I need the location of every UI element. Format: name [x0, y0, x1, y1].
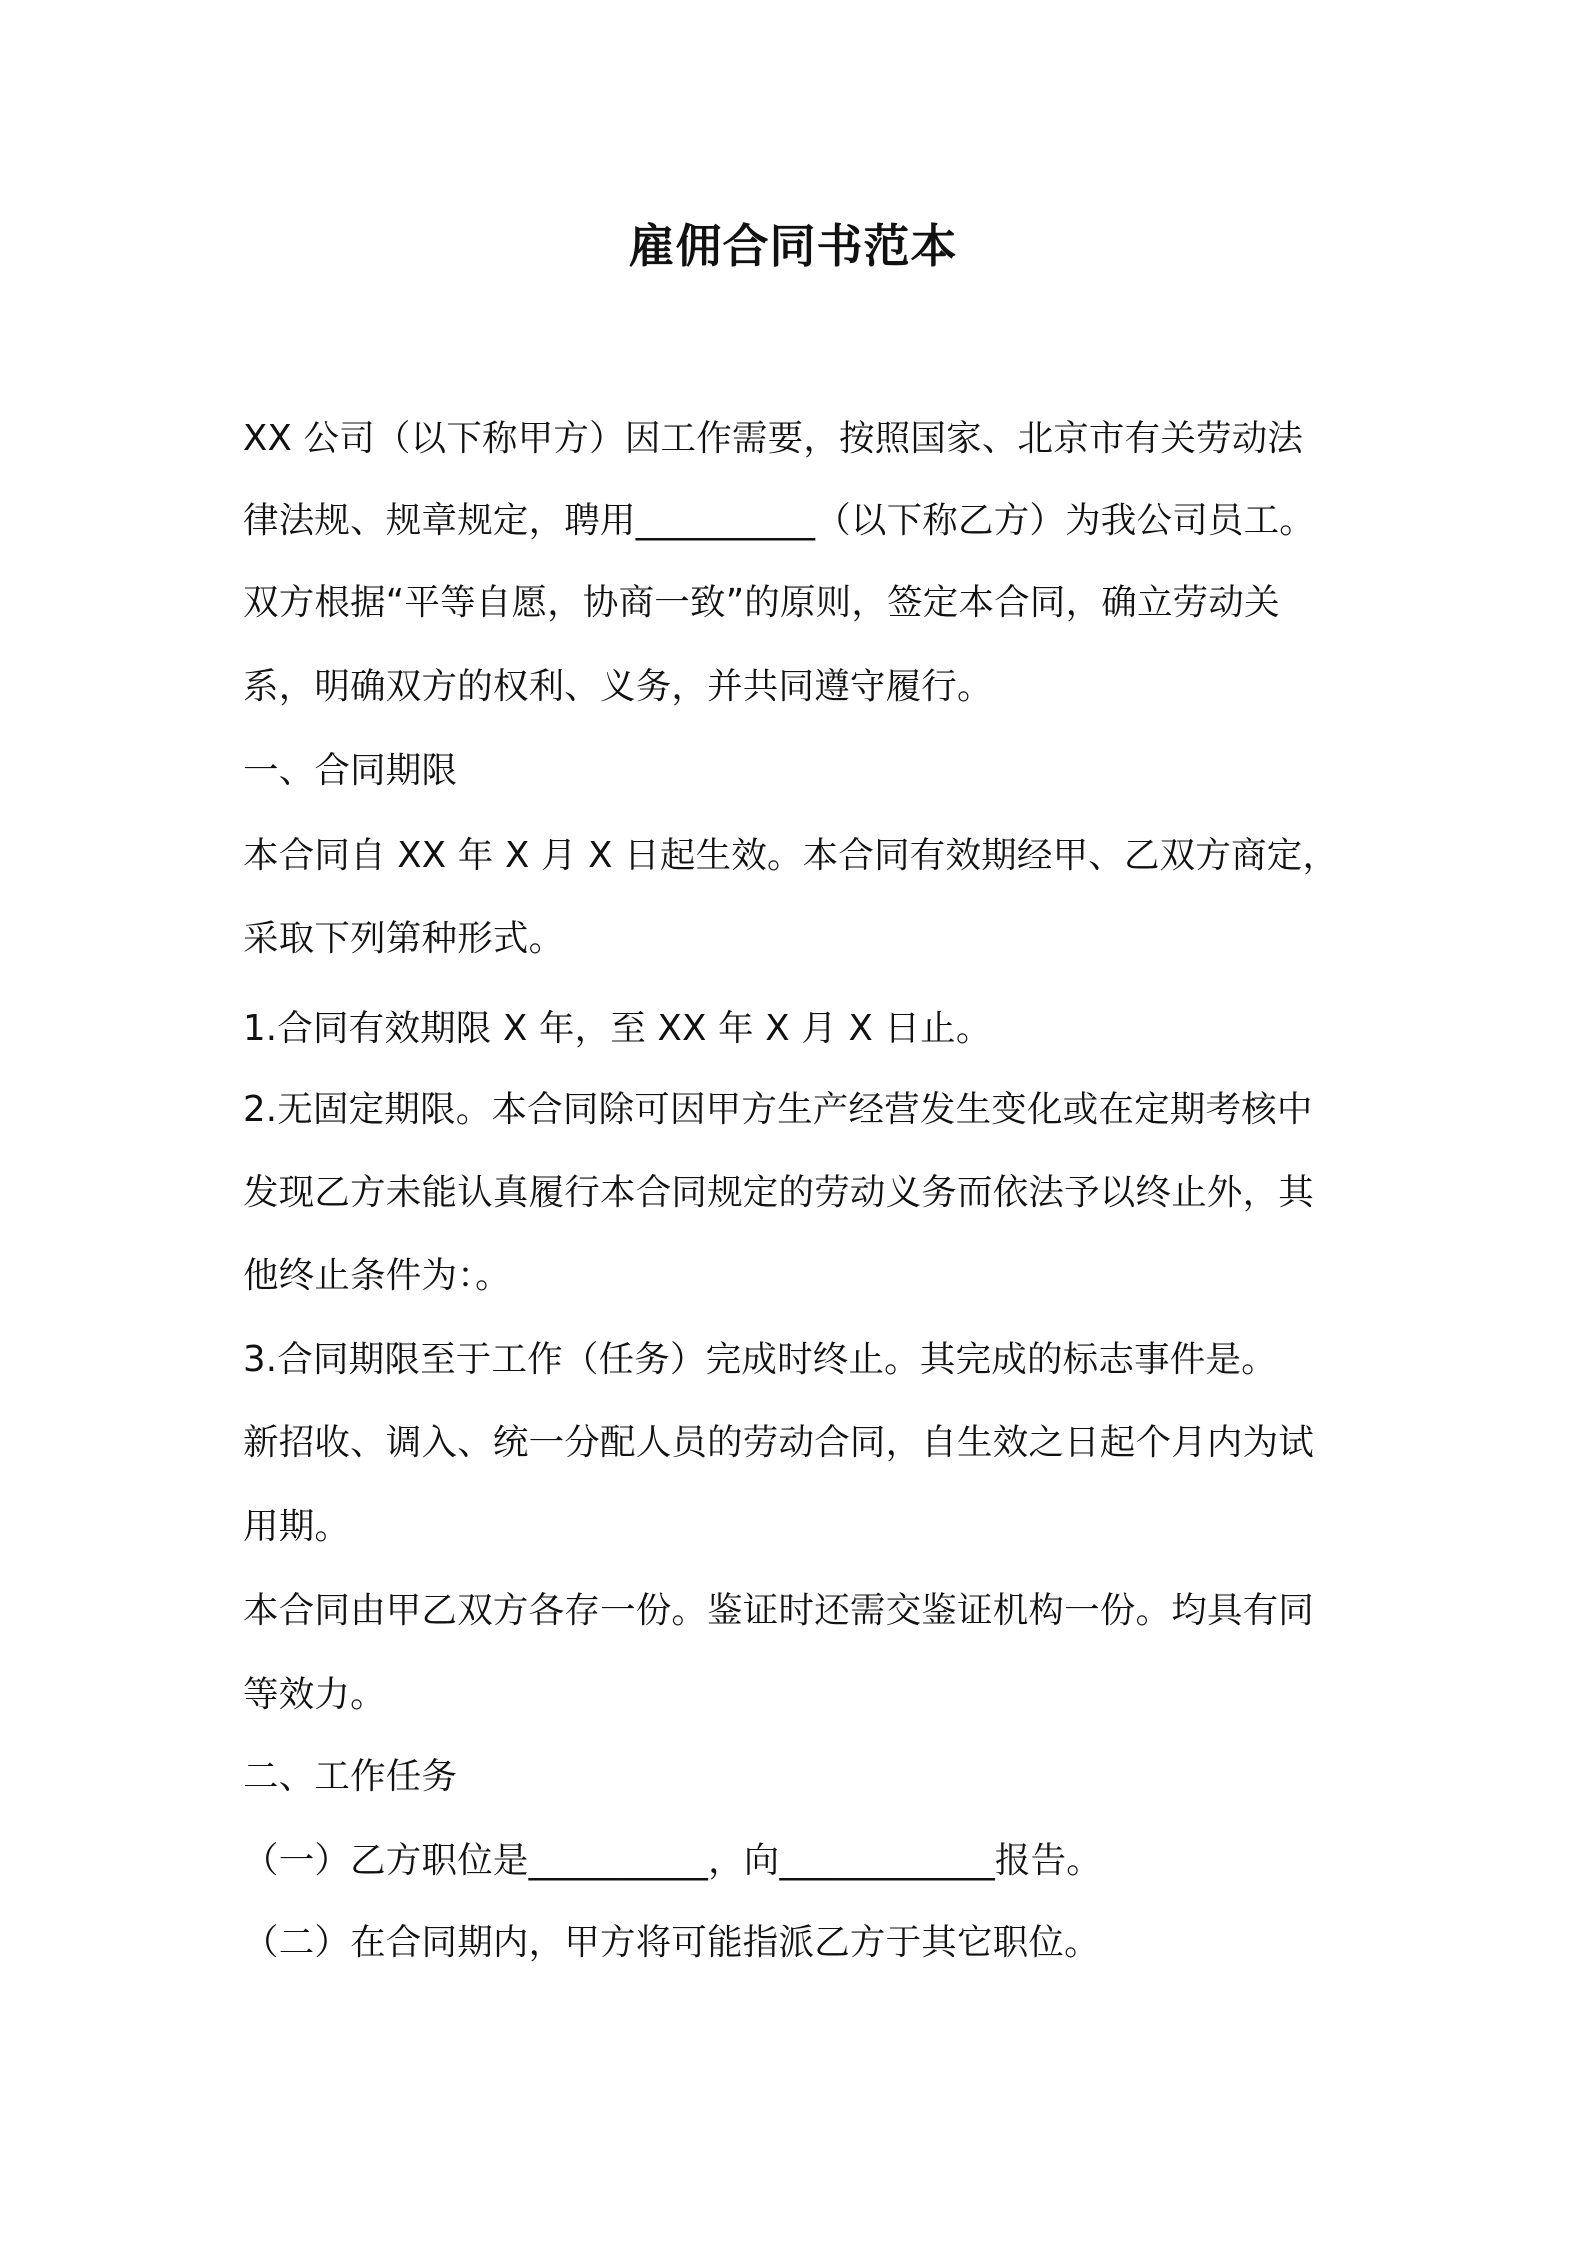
- paragraph-line: 双方根据“平等自愿，协商一致”的原则，签定本合同，确立劳动关: [243, 582, 1280, 623]
- section-heading-duties: 二、工作任务: [243, 1756, 458, 1797]
- clause-line: （二）在合同期内，甲方将可能指派乙方于其它职位。: [243, 1922, 1100, 1963]
- paragraph-line: 本合同自 XX 年 X 月 X 日起生效。本合同有效期经甲、乙双方商定，: [243, 835, 1339, 876]
- section-heading-term: 一、合同期限: [243, 750, 458, 791]
- paragraph-line: 系，明确双方的权利、义务，并共同遵守履行。: [243, 666, 993, 707]
- paragraph-line: 用期。: [243, 1506, 351, 1547]
- paragraph-line: XX 公司（以下称甲方）因工作需要，按照国家、北京市有关劳动法: [243, 418, 1304, 459]
- list-item-1: 1.合同有效期限 X 年，至 XX 年 X 月 X 日止。: [243, 1008, 992, 1049]
- document-title: 雇佣合同书范本: [628, 219, 958, 273]
- paragraph-line: 律法规、规章规定，聘用__________（以下称乙方）为我公司员工。: [243, 500, 1316, 541]
- paragraph-line: 新招收、调入、统一分配人员的劳动合同，自生效之日起个月内为试: [243, 1422, 1315, 1463]
- paragraph-line: 发现乙方未能认真履行本合同规定的劳动义务而依法予以终止外，其: [243, 1172, 1315, 1213]
- list-item-2: 2.无固定期限。本合同除可因甲方生产经营发生变化或在定期考核中: [243, 1089, 1313, 1130]
- paragraph-line: 等效力。: [243, 1674, 386, 1715]
- paragraph-line: 本合同由甲乙双方各存一份。鉴证时还需交鉴证机构一份。均具有同: [243, 1590, 1315, 1631]
- clause-line: （一）乙方职位是__________，向____________报告。: [243, 1840, 1103, 1881]
- paragraph-line: 采取下列第种形式。: [243, 918, 565, 959]
- list-item-3: 3.合同期限至于工作（任务）完成时终止。其完成的标志事件是。: [243, 1339, 1277, 1380]
- paragraph-line: 他终止条件为：。: [243, 1255, 511, 1296]
